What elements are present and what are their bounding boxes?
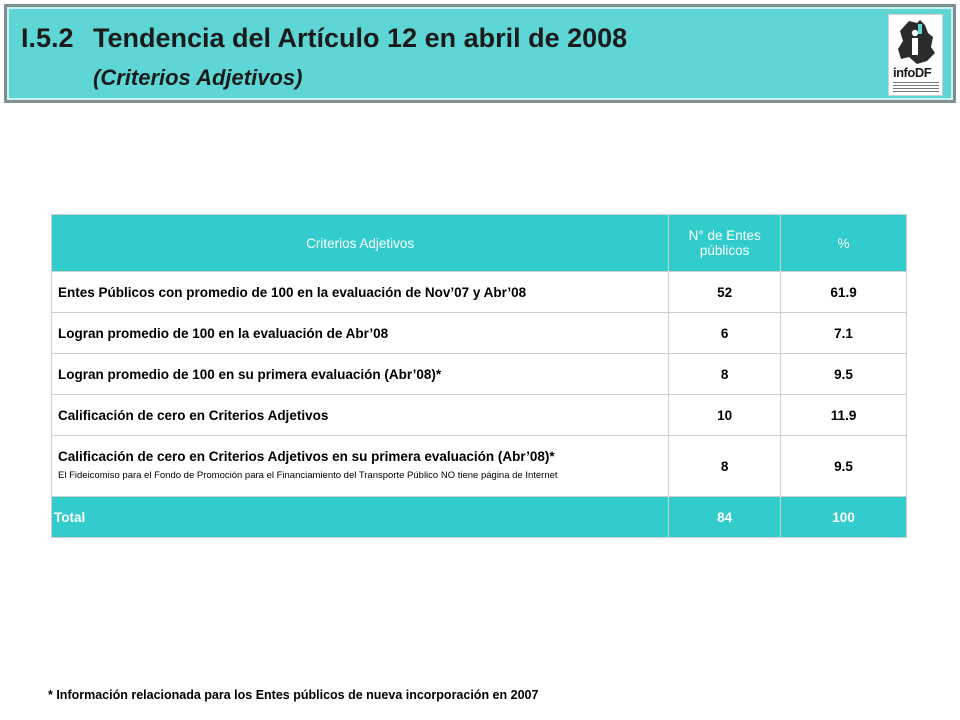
row-count: 8 [669,436,781,497]
table-row [52,436,907,497]
row-label: Logran promedio de 100 en la evaluación de Abr’08 [52,313,669,354]
total-percent: 100 [781,497,907,538]
total-row [52,497,907,538]
row-percent: 7.1 [781,313,907,354]
column-header-count: N° de Entes públicos [669,215,781,272]
row-label: Logran promedio de 100 en su primera evaluación (Abr’08)* [52,354,669,395]
row-count: 6 [669,313,781,354]
table-row [52,313,907,354]
row-label: Calificación de cero en Criterios Adjetivos en su primera evaluación (Abr’08)* [58,448,555,464]
footnote: * Información relacionada para los Entes públicos de nueva incorporación en 2007 [48,688,539,702]
page-title [21,23,627,54]
title-banner [4,4,956,103]
logo-fine-print [893,82,939,92]
page-subtitle: (Criterios Adjetivos) [93,65,303,90]
infodf-logo [888,14,943,96]
title-text: Tendencia del Artículo 12 en abril de 2008 [93,23,628,53]
table-header-row [52,215,907,272]
table-row [52,272,907,313]
table-row [52,395,907,436]
row-note: El Fideicomiso para el Fondo de Promoción para el Financiamiento del Transporte Público NO tiene página de Internet [58,469,558,481]
row-label-with-note [52,436,669,497]
row-count: 10 [669,395,781,436]
row-percent: 9.5 [781,354,907,395]
column-header-criteria: Criterios Adjetivos [52,215,669,272]
row-count: 8 [669,354,781,395]
table-row [52,354,907,395]
criteria-table [51,214,907,538]
row-label: Entes Públicos con promedio de 100 en la evaluación de Nov’07 y Abr’08 [52,272,669,313]
total-count: 84 [669,497,781,538]
row-count: 52 [669,272,781,313]
row-percent: 9.5 [781,436,907,497]
row-percent: 11.9 [781,395,907,436]
logo-wordmark: infoDF [893,65,932,80]
total-label: Total [52,497,669,538]
map-icon [895,19,937,65]
section-number: I.5.2 [21,23,74,53]
row-percent: 61.9 [781,272,907,313]
row-label: Calificación de cero en Criterios Adjetivos [52,395,669,436]
column-header-percent: % [781,215,907,272]
